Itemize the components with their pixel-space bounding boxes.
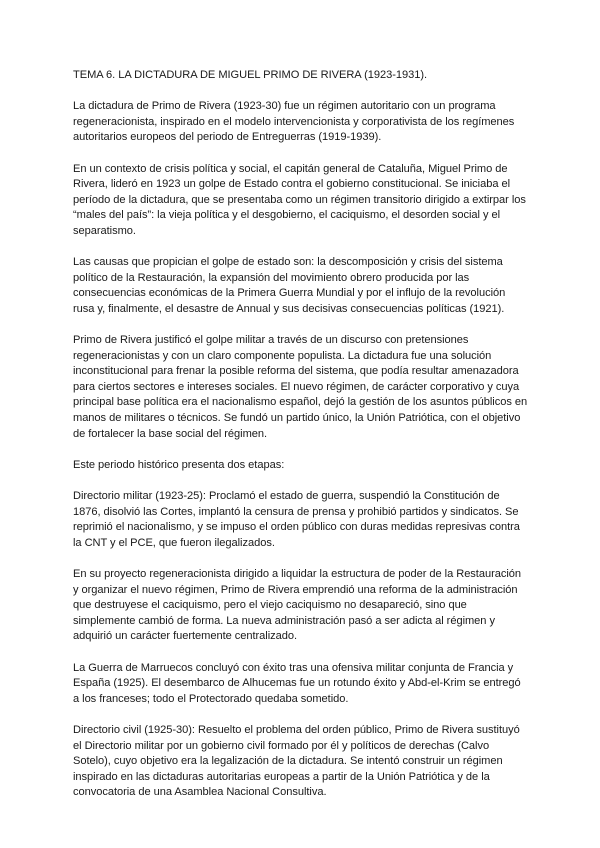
paragraph-morocco-war: La Guerra de Marruecos concluyó con éxito tras una ofensiva militar conjunta de Francia y España (1925). El desembarco de Alhucemas fue un rotundo éxito y Abd-el-Krim se entregó a los franceses; todo el Protectorado quedaba sometido. [73,661,521,705]
paragraph-military-directory: Directorio militar (1923-25): Proclamó el estado de guerra, suspendió la Constitución de 1876, disolvió las Cortes, implantó la censura de prensa y prohibió partidos y sindicatos. Se reprimió el nacionalismo, y se impuso el orden público con duras medidas represivas contra la CNT y el PCE, que fueron ilegalizados. [73,490,520,549]
paragraph-context: En un contexto de crisis política y social, el capitán general de Cataluña, Miguel Primo de Rivera, lideró en 1923 un golpe de Estado contra el gobierno constitucional. Se iniciaba el período de la dictadura, que se presentaba como un régimen transitorio dirigido a extirpar los “males del país”: la vieja política y el desgobierno, el caciquismo, el desorden social y el separatismo. [73,162,526,237]
paragraph-stages: Este periodo histórico presenta dos etapas: [73,458,285,471]
document-title: TEMA 6. LA DICTADURA DE MIGUEL PRIMO DE RIVERA (1923-1931). [73,69,428,81]
paragraph-causes: Las causas que propician el golpe de estado son: la descomposición y crisis del sistema político de la Restauración, la expansión del movimiento obrero producida por las consecuencias económicas de la Primera Guerra Mundial y por el influjo de la revolución rusa y, finalmente, el desastre de Annual y sus decisivas consecuencias políticas (1921). [73,256,506,315]
paragraph-justification: Primo de Rivera justificó el golpe militar a través de un discurso con pretensiones regeneracionistas y con un claro componente populista. La dictadura fue una solución inconstitucional para frenar la posible reforma del sistema, que podía resultar amenazadora para ciertos sectores e intereses sociales. El nuevo régimen, de carácter corporativo y cuya principal base política era el nacionalismo español, dejó la gestión de los asuntos públicos en manos de militares o técnicos. Se fundó un partido único, la Unión Patriótica, con el objetivo de fortalecer la base social del régimen. [73,334,528,440]
paragraph-regeneration-project: En su proyecto regeneracionista dirigido a liquidar la estructura de poder de la Restauración y organizar el nuevo régimen, Primo de Rivera emprendió una reforma de la administración que destruyese el caciquismo, pero el viejo caciquismo no desapareció, sino que simplemente cambió de forma. La nueva administración pasó a ser adicta al régimen y adquirió un carácter fuertemente centralizado. [73,568,521,643]
document-body [73,68,529,817]
paragraph-intro: La dictadura de Primo de Rivera (1923-30) fue un régimen autoritario con un programa regeneracionista, inspirado en el modelo intervencionista y corporativista de los regímenes autoritarios europeos del periodo de Entreguerras (1919-1939). [73,100,515,144]
paragraph-civil-directory: Directorio civil (1925-30): Resuelto el problema del orden público, Primo de Rivera sustituyó el Directorio militar por un gobierno civil formado por él y políticos de derechas (Calvo Sotelo), cuyo objetivo era la legalización de la dictadura. Se intentó construir un régimen inspirado en las dictaduras autoritarias europeas a partir de la Unión Patriótica y de la convocatoria de una Asamblea Nacional Consultiva. [73,723,520,799]
